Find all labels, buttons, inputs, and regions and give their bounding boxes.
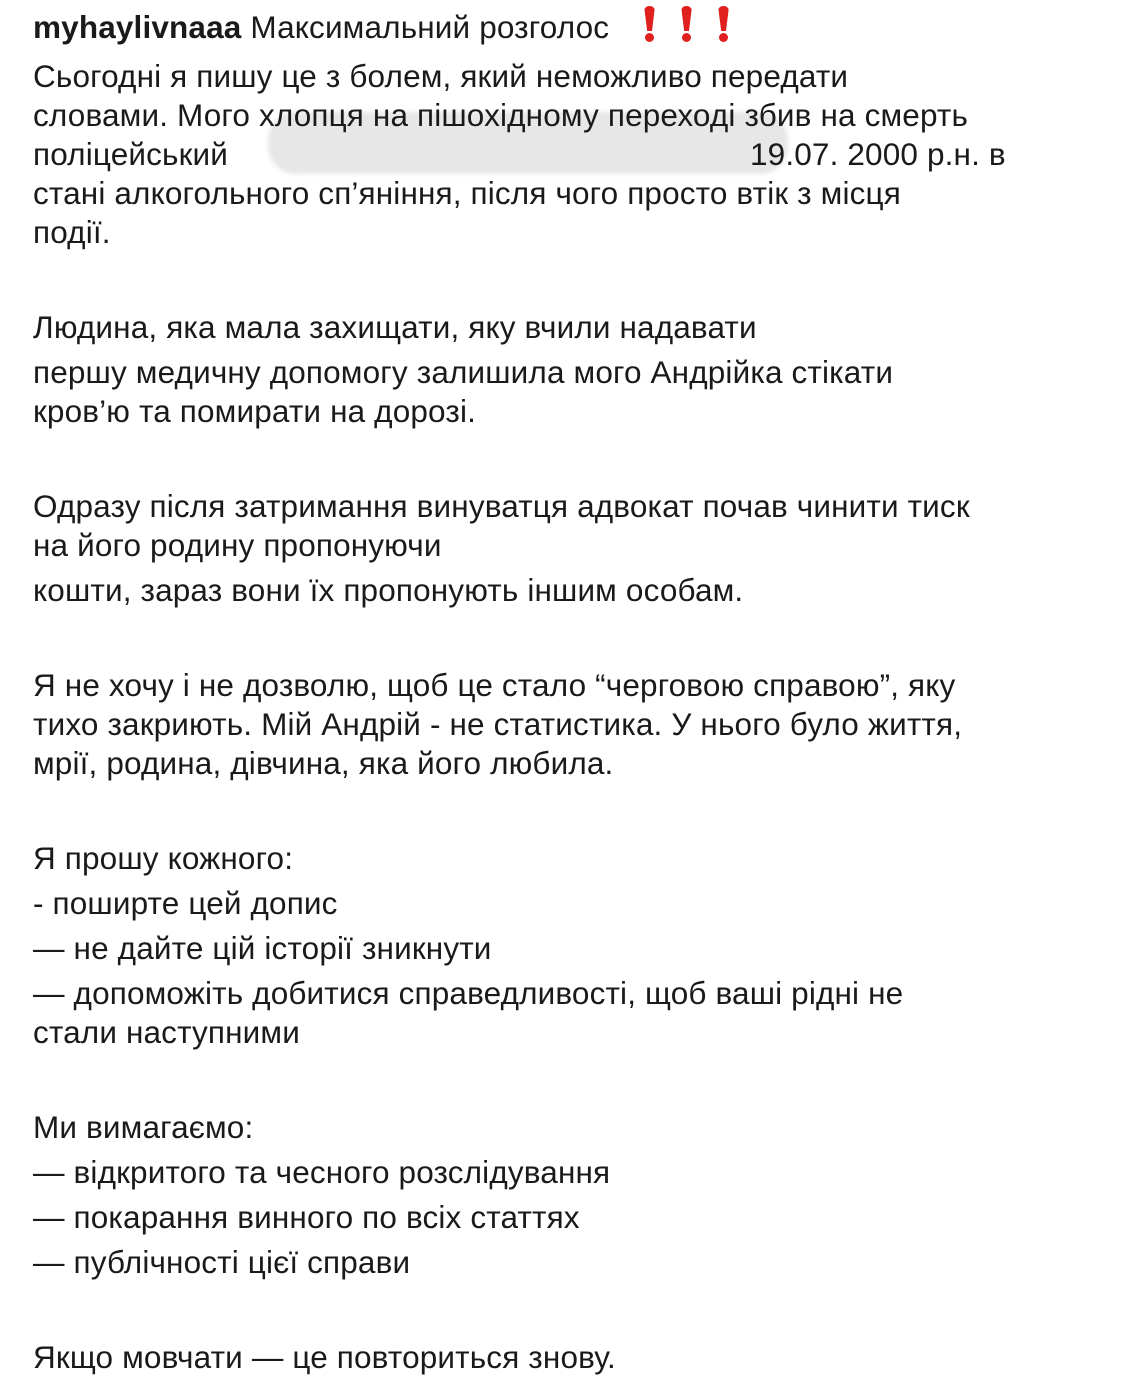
caption-title: Максимальний розголос: [250, 9, 610, 45]
list-item: — допоможіть добитися справедливості, щоб ваші рідні не: [33, 975, 904, 1011]
post-caption: [33, 0, 1103, 1377]
paragraph-demands: [33, 1108, 1103, 1282]
paragraph-statement: [33, 57, 1103, 252]
text-line: кров’ю та помирати на дорозі.: [33, 393, 477, 429]
text-line: кошти, зараз вони їх пропонують іншим особам.: [33, 572, 744, 608]
text-line: першу медичну допомогу залишила мого Андрійка стікати: [33, 354, 894, 390]
paragraph-closing: [33, 1338, 1103, 1377]
exclamation-icon: [718, 6, 729, 40]
text-line: на його родину пропонуючи: [33, 527, 442, 563]
text-line: Сьогодні я пишу це з болем, який неможливо передати: [33, 58, 849, 94]
text-line: Я не хочу і не дозволю, щоб це стало “черговою справою”, яку: [33, 667, 956, 703]
text-line: стані алкогольного сп’яніння, після чого просто втік з місця: [33, 175, 901, 211]
text-fragment: поліцейський: [33, 136, 228, 172]
list-item: — не дайте цій історії зникнути: [33, 930, 492, 966]
list-item: стали наступними: [33, 1014, 300, 1050]
text-line: Одразу після затримання винуватця адвокат почав чинити тиск: [33, 488, 970, 524]
text-line: словами. Мого хлопця на пішохідному переході збив на смерть: [33, 97, 969, 133]
text-line: Ми вимагаємо:: [33, 1109, 254, 1145]
list-item: — покарання винного по всіх статтях: [33, 1199, 580, 1235]
list-item: - поширте цей допис: [33, 885, 338, 921]
paragraph-refusal: [33, 666, 1103, 783]
exclamation-icon: [644, 6, 655, 40]
text-line: події.: [33, 214, 111, 250]
text-line: мрії, родина, дівчина, яка його любила.: [33, 745, 614, 781]
paragraph-requests: [33, 839, 1103, 1052]
text-line: [33, 135, 1103, 174]
list-item: — публічності цієї справи: [33, 1244, 411, 1280]
text-line: тихо закриють. Мій Андрій - не статистика. У нього було життя,: [33, 706, 963, 742]
paragraph-accusation: [33, 308, 1103, 431]
caption-header: [33, 4, 1103, 50]
text-line: Я прошу кожного:: [33, 840, 294, 876]
username-link[interactable]: myhaylivnaaa: [33, 9, 242, 45]
paragraph-pressure: [33, 487, 1103, 610]
exclamation-icon: [681, 6, 692, 40]
text-line: Людина, яка мала захищати, яку вчили надавати: [33, 309, 757, 345]
list-item: — відкритого та чесного розслідування: [33, 1154, 611, 1190]
text-fragment: 19.07. 2000 р.н. в: [750, 136, 1006, 172]
text-line: Якщо мовчати — це повториться знову.: [33, 1339, 616, 1375]
